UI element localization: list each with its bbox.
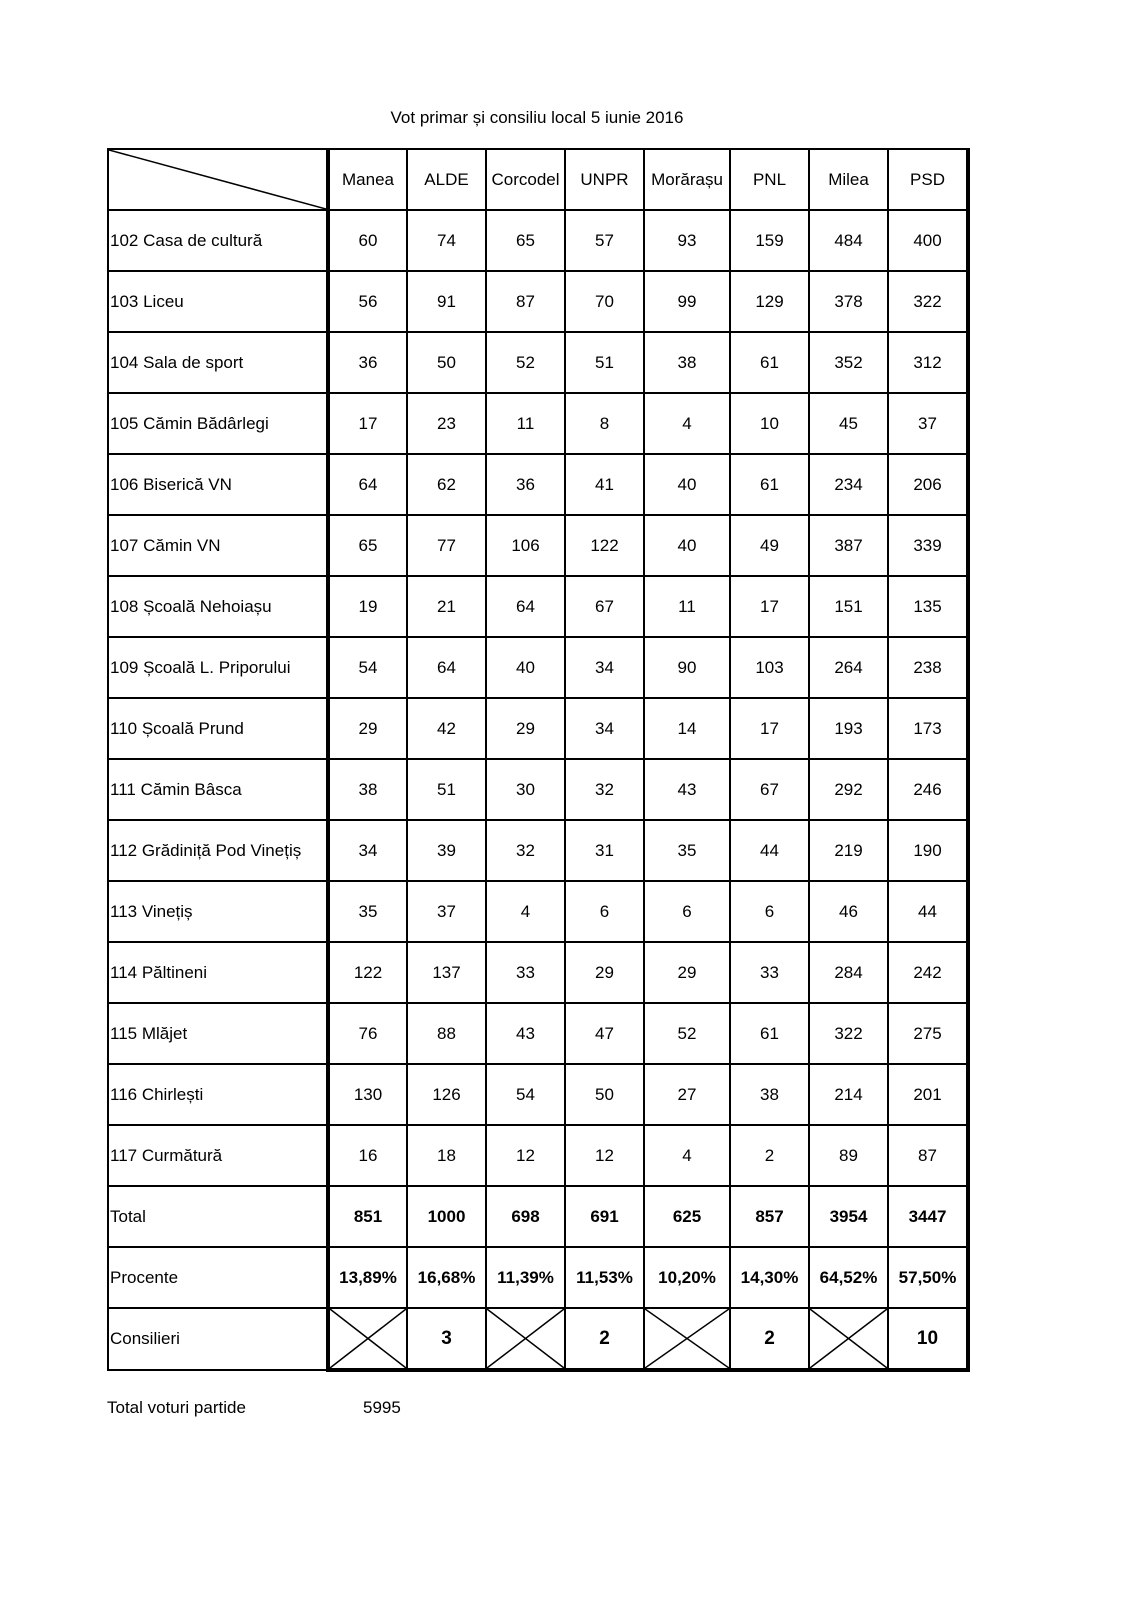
vote-cell: 17 [730, 698, 809, 759]
column-header: Manea [328, 149, 407, 210]
vote-cell: 17 [730, 576, 809, 637]
vote-cell: 61 [730, 1003, 809, 1064]
cross-mark-icon [487, 1309, 564, 1368]
total-cell: 3447 [888, 1186, 968, 1247]
page-title: Vot primar și consiliu local 5 iunie 2016 [390, 108, 684, 127]
vote-cell: 36 [486, 454, 565, 515]
procente-cell: 16,68% [407, 1247, 486, 1308]
procente-cell: 11,39% [486, 1247, 565, 1308]
consilieri-row [108, 1308, 968, 1370]
vote-cell: 77 [407, 515, 486, 576]
vote-cell: 284 [809, 942, 888, 1003]
vote-cell: 64 [328, 454, 407, 515]
vote-cell: 38 [730, 1064, 809, 1125]
vote-cell: 246 [888, 759, 968, 820]
vote-cell: 51 [407, 759, 486, 820]
vote-cell: 173 [888, 698, 968, 759]
table-row [108, 942, 968, 1003]
vote-cell: 39 [407, 820, 486, 881]
vote-cell: 42 [407, 698, 486, 759]
vote-cell: 64 [486, 576, 565, 637]
vote-cell: 32 [486, 820, 565, 881]
vote-cell: 400 [888, 210, 968, 271]
vote-cell: 51 [565, 332, 644, 393]
table-row [108, 1125, 968, 1186]
vote-cell: 6 [730, 881, 809, 942]
crossed-out-cell [644, 1308, 730, 1370]
vote-cell: 322 [809, 1003, 888, 1064]
header-row [108, 149, 968, 210]
vote-cell: 135 [888, 576, 968, 637]
table-row [108, 637, 968, 698]
consilieri-cell: 3 [407, 1308, 486, 1370]
vote-cell: 31 [565, 820, 644, 881]
procente-row-label: Procente [108, 1247, 328, 1308]
table-row [108, 881, 968, 942]
vote-cell: 30 [486, 759, 565, 820]
vote-cell: 10 [730, 393, 809, 454]
vote-cell: 11 [644, 576, 730, 637]
procente-cell: 10,20% [644, 1247, 730, 1308]
vote-cell: 40 [486, 637, 565, 698]
vote-cell: 387 [809, 515, 888, 576]
vote-cell: 91 [407, 271, 486, 332]
total-cell: 851 [328, 1186, 407, 1247]
table-row [108, 1064, 968, 1125]
vote-cell: 49 [730, 515, 809, 576]
vote-cell: 40 [644, 515, 730, 576]
row-label: 110 Școală Prund [108, 698, 328, 759]
total-row [108, 1186, 968, 1247]
vote-cell: 234 [809, 454, 888, 515]
consilieri-cell: 10 [888, 1308, 968, 1370]
vote-cell: 67 [730, 759, 809, 820]
vote-cell: 4 [644, 1125, 730, 1186]
vote-cell: 242 [888, 942, 968, 1003]
vote-cell: 65 [486, 210, 565, 271]
vote-cell: 35 [644, 820, 730, 881]
vote-cell: 93 [644, 210, 730, 271]
vote-cell: 264 [809, 637, 888, 698]
vote-cell: 37 [888, 393, 968, 454]
corner-cell [108, 149, 328, 210]
vote-cell: 50 [407, 332, 486, 393]
vote-cell: 43 [644, 759, 730, 820]
vote-cell: 34 [565, 698, 644, 759]
vote-cell: 29 [328, 698, 407, 759]
row-label: 115 Mlăjet [108, 1003, 328, 1064]
vote-cell: 87 [888, 1125, 968, 1186]
vote-cell: 214 [809, 1064, 888, 1125]
cross-mark-icon [810, 1309, 887, 1368]
consilieri-cell: 2 [565, 1308, 644, 1370]
consilieri-cell: 2 [730, 1308, 809, 1370]
vote-cell: 103 [730, 637, 809, 698]
vote-cell: 54 [486, 1064, 565, 1125]
vote-cell: 43 [486, 1003, 565, 1064]
vote-cell: 29 [644, 942, 730, 1003]
vote-cell: 14 [644, 698, 730, 759]
row-label: 102 Casa de cultură [108, 210, 328, 271]
vote-cell: 17 [328, 393, 407, 454]
vote-cell: 129 [730, 271, 809, 332]
vote-cell: 61 [730, 332, 809, 393]
vote-cell: 19 [328, 576, 407, 637]
vote-cell: 23 [407, 393, 486, 454]
vote-cell: 36 [328, 332, 407, 393]
vote-cell: 151 [809, 576, 888, 637]
vote-cell: 27 [644, 1064, 730, 1125]
crossed-out-cell [809, 1308, 888, 1370]
column-header: ALDE [407, 149, 486, 210]
row-label: 109 Școală L. Priporului [108, 637, 328, 698]
vote-cell: 484 [809, 210, 888, 271]
vote-cell: 87 [486, 271, 565, 332]
vote-cell: 35 [328, 881, 407, 942]
vote-cell: 12 [486, 1125, 565, 1186]
vote-cell: 61 [730, 454, 809, 515]
row-label: 112 Grădiniță Pod Vinețiș [108, 820, 328, 881]
crossed-out-cell [486, 1308, 565, 1370]
vote-cell: 40 [644, 454, 730, 515]
column-header: Morărașu [644, 149, 730, 210]
vote-cell: 88 [407, 1003, 486, 1064]
vote-cell: 44 [888, 881, 968, 942]
vote-cell: 130 [328, 1064, 407, 1125]
vote-cell: 57 [565, 210, 644, 271]
vote-cell: 50 [565, 1064, 644, 1125]
row-label: 105 Cămin Bădârlegi [108, 393, 328, 454]
vote-cell: 339 [888, 515, 968, 576]
vote-cell: 70 [565, 271, 644, 332]
vote-cell: 8 [565, 393, 644, 454]
vote-cell: 2 [730, 1125, 809, 1186]
procente-cell: 64,52% [809, 1247, 888, 1308]
footer-value: 5995 [363, 1398, 401, 1417]
vote-cell: 190 [888, 820, 968, 881]
vote-cell: 12 [565, 1125, 644, 1186]
table-row [108, 576, 968, 637]
vote-cell: 137 [407, 942, 486, 1003]
vote-cell: 67 [565, 576, 644, 637]
vote-cell: 64 [407, 637, 486, 698]
total-cell: 1000 [407, 1186, 486, 1247]
table-row [108, 515, 968, 576]
cross-mark-icon [645, 1309, 729, 1368]
procente-cell: 13,89% [328, 1247, 407, 1308]
vote-cell: 47 [565, 1003, 644, 1064]
vote-cell: 193 [809, 698, 888, 759]
row-label: 113 Vinețiș [108, 881, 328, 942]
column-header: PSD [888, 149, 968, 210]
vote-cell: 32 [565, 759, 644, 820]
vote-cell: 56 [328, 271, 407, 332]
vote-cell: 29 [486, 698, 565, 759]
vote-cell: 4 [486, 881, 565, 942]
vote-cell: 65 [328, 515, 407, 576]
total-cell: 691 [565, 1186, 644, 1247]
vote-cell: 4 [644, 393, 730, 454]
row-label: 111 Cămin Bâsca [108, 759, 328, 820]
total-cell: 3954 [809, 1186, 888, 1247]
table-row [108, 759, 968, 820]
vote-cell: 122 [328, 942, 407, 1003]
table-row [108, 698, 968, 759]
vote-cell: 52 [486, 332, 565, 393]
vote-cell: 41 [565, 454, 644, 515]
row-label: 116 Chirlești [108, 1064, 328, 1125]
row-label: 103 Liceu [108, 271, 328, 332]
vote-cell: 90 [644, 637, 730, 698]
vote-cell: 275 [888, 1003, 968, 1064]
column-header: Milea [809, 149, 888, 210]
vote-cell: 206 [888, 454, 968, 515]
vote-cell: 201 [888, 1064, 968, 1125]
corner-diagonal [109, 150, 326, 209]
row-label: 106 Biserică VN [108, 454, 328, 515]
table-row [108, 393, 968, 454]
vote-cell: 6 [565, 881, 644, 942]
vote-cell: 126 [407, 1064, 486, 1125]
vote-cell: 29 [565, 942, 644, 1003]
vote-cell: 52 [644, 1003, 730, 1064]
vote-cell: 76 [328, 1003, 407, 1064]
vote-cell: 219 [809, 820, 888, 881]
total-cell: 857 [730, 1186, 809, 1247]
vote-cell: 34 [565, 637, 644, 698]
table-row [108, 210, 968, 271]
footer-label: Total voturi partide [107, 1398, 246, 1417]
row-label: 108 Școală Nehoiașu [108, 576, 328, 637]
vote-cell: 54 [328, 637, 407, 698]
row-label: 117 Curmătură [108, 1125, 328, 1186]
procente-cell: 57,50% [888, 1247, 968, 1308]
vote-cell: 159 [730, 210, 809, 271]
crossed-out-cell [328, 1308, 407, 1370]
vote-cell: 21 [407, 576, 486, 637]
vote-cell: 99 [644, 271, 730, 332]
vote-cell: 45 [809, 393, 888, 454]
total-cell: 698 [486, 1186, 565, 1247]
vote-cell: 74 [407, 210, 486, 271]
vote-cell: 38 [644, 332, 730, 393]
procente-cell: 11,53% [565, 1247, 644, 1308]
vote-cell: 60 [328, 210, 407, 271]
vote-cell: 6 [644, 881, 730, 942]
table-row [108, 454, 968, 515]
vote-cell: 322 [888, 271, 968, 332]
table-row [108, 332, 968, 393]
vote-cell: 62 [407, 454, 486, 515]
column-header: PNL [730, 149, 809, 210]
vote-cell: 106 [486, 515, 565, 576]
table-row [108, 271, 968, 332]
cross-mark-icon [330, 1309, 406, 1368]
results-table [107, 148, 970, 1372]
table-row [108, 1003, 968, 1064]
total-row-label: Total [108, 1186, 328, 1247]
vote-cell: 18 [407, 1125, 486, 1186]
vote-cell: 16 [328, 1125, 407, 1186]
vote-cell: 44 [730, 820, 809, 881]
row-label: 104 Sala de sport [108, 332, 328, 393]
row-label: 107 Cămin VN [108, 515, 328, 576]
vote-cell: 33 [486, 942, 565, 1003]
column-header: Corcodel [486, 149, 565, 210]
vote-cell: 37 [407, 881, 486, 942]
vote-cell: 11 [486, 393, 565, 454]
vote-cell: 312 [888, 332, 968, 393]
vote-cell: 378 [809, 271, 888, 332]
vote-cell: 46 [809, 881, 888, 942]
vote-cell: 33 [730, 942, 809, 1003]
vote-cell: 38 [328, 759, 407, 820]
table-row [108, 820, 968, 881]
consilieri-row-label: Consilieri [108, 1308, 328, 1370]
row-label: 114 Păltineni [108, 942, 328, 1003]
vote-cell: 122 [565, 515, 644, 576]
total-cell: 625 [644, 1186, 730, 1247]
vote-cell: 352 [809, 332, 888, 393]
vote-cell: 89 [809, 1125, 888, 1186]
vote-cell: 238 [888, 637, 968, 698]
vote-cell: 292 [809, 759, 888, 820]
procente-cell: 14,30% [730, 1247, 809, 1308]
vote-cell: 34 [328, 820, 407, 881]
procente-row [108, 1247, 968, 1308]
column-header: UNPR [565, 149, 644, 210]
